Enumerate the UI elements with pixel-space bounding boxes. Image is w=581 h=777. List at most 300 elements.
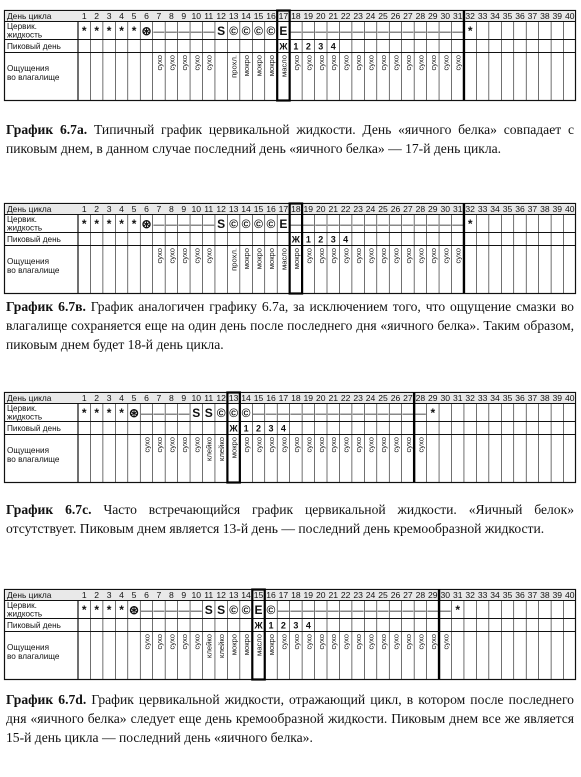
cycle-day-number: 24: [365, 204, 376, 214]
cycle-day-number: 29: [428, 204, 438, 214]
cycle-day-number: 30: [440, 393, 451, 403]
cervical-fluid-mark: —: [365, 605, 377, 617]
cervical-fluid-mark: —: [389, 219, 401, 231]
cervical-fluid-mark: —: [389, 408, 401, 420]
sensation-mark: сухо: [391, 634, 401, 650]
cycle-day-number: 12: [216, 590, 226, 600]
cycle-day-number: 20: [315, 393, 326, 403]
sensation-mark: сухо: [154, 55, 164, 71]
cervical-fluid-mark: —: [315, 408, 327, 420]
cycle-day-number: 31: [452, 11, 463, 21]
sensation-mark: сухо: [316, 634, 326, 650]
sensation-mark: сухо: [366, 55, 376, 71]
sensation-mark: сухо: [366, 634, 376, 650]
cervical-fluid-mark: —: [389, 26, 401, 38]
cervical-fluid-mark: —: [365, 26, 377, 38]
cervical-fluid-mark: —: [340, 26, 352, 38]
cycle-day-number: 1: [81, 393, 87, 403]
sensation-mark: сухо: [403, 634, 413, 650]
sensation-mark: сухо: [179, 55, 189, 71]
sensation-mark: сухо: [179, 634, 189, 650]
cycle-day-number: 3: [106, 393, 112, 403]
cycle-day-number: 8: [168, 590, 174, 600]
cervical-fluid-mark: *: [119, 217, 124, 231]
cycle-day-number: 35: [502, 11, 513, 21]
sensation-mark: сухо: [192, 248, 202, 264]
row-label-cycle-day: День цикла: [7, 11, 52, 21]
sensation-mark: сухо: [316, 437, 326, 453]
cycle-day-number: 25: [378, 393, 388, 403]
cycle-day-number: 39: [552, 590, 563, 600]
cervical-fluid-mark: —: [178, 26, 190, 38]
sensation-mark: клейко: [217, 634, 227, 658]
cervical-fluid-mark: —: [402, 605, 414, 617]
sensation-mark: сухо: [316, 248, 326, 264]
cervical-fluid-mark: *: [81, 603, 87, 617]
row-label-sensation: во влагалище: [7, 266, 60, 275]
cervical-fluid-mark: *: [106, 603, 112, 617]
sensation-mark: сухо: [279, 437, 289, 453]
cycle-day-number: 8: [168, 393, 174, 403]
sensation-mark: мокро: [291, 248, 301, 270]
cervical-fluid-mark: —: [290, 408, 302, 420]
sensation-mark: сухо: [179, 437, 189, 453]
cervical-fluid-mark: —: [377, 219, 389, 231]
cycle-day-number: 8: [168, 204, 174, 214]
cervical-fluid-mark: S: [217, 603, 226, 617]
cycle-day-number: 5: [131, 204, 137, 214]
cervical-fluid-mark: —: [365, 408, 377, 420]
cervical-fluid-mark: —: [140, 605, 152, 617]
cycle-day-number: 9: [181, 590, 187, 600]
sensation-mark: мокро: [254, 55, 264, 77]
cervical-fluid-mark: *: [119, 406, 124, 420]
sensation-mark: прохл.: [229, 248, 239, 271]
cycle-day-number: 29: [428, 590, 438, 600]
sensation-mark: сухо: [441, 248, 451, 264]
cycle-day-number: 4: [119, 204, 124, 214]
sensation-mark: сухо: [167, 248, 177, 264]
sensation-mark: сухо: [329, 248, 339, 264]
cycle-day-number: 40: [564, 590, 575, 600]
cycle-day-number: 34: [490, 11, 500, 21]
sensation-mark: мокро: [266, 248, 276, 270]
caption-text: График аналогичен графику 6.7a, за исключением того, что ощущение смазки во влагалище сохраняется еще на один день после последнего дня «яичного белка». Таким образом, пиковым днем будет 18-й день цикла.: [6, 299, 574, 352]
cycle-day-number: 28: [415, 204, 426, 214]
cycle-day-number: 36: [515, 590, 525, 600]
cervical-fluid-mark: —: [452, 219, 464, 231]
cycle-day-number: 23: [353, 590, 363, 600]
peak-count-mark: 3: [268, 423, 274, 434]
sensation-mark: сухо: [441, 634, 451, 650]
peak-count-mark: 1: [268, 620, 274, 631]
cycle-day-number: 32: [465, 590, 475, 600]
cycle-day-number: 4: [119, 590, 124, 600]
cycle-day-number: 15: [253, 393, 264, 403]
cervical-fluid-mark: —: [352, 408, 364, 420]
sensation-mark: сухо: [142, 634, 152, 650]
cervical-fluid-mark: —: [427, 26, 439, 38]
cycle-day-number: 8: [168, 11, 174, 21]
cervical-fluid-mark: —: [439, 219, 451, 231]
cycle-day-number: 25: [378, 590, 388, 600]
sensation-mark: сухо: [266, 437, 276, 453]
cycle-day-number: 31: [452, 590, 463, 600]
sensation-mark: мокро: [266, 634, 276, 656]
cycle-day-number: 34: [490, 590, 500, 600]
cycle-day-number: 30: [440, 204, 451, 214]
sensation-mark: мокро: [242, 55, 252, 77]
cycle-day-number: 14: [241, 393, 251, 403]
cycle-day-number: 26: [390, 393, 401, 403]
cycle-day-number: 37: [527, 204, 538, 214]
peak-count-mark: Ж: [254, 620, 263, 631]
cycle-day-number: 4: [119, 11, 124, 21]
cervical-fluid-mark: —: [377, 26, 389, 38]
row-label-cervical-fluid: жидкость: [7, 412, 43, 422]
sensation-mark: сухо: [354, 55, 364, 71]
peak-count-mark: 2: [256, 423, 262, 434]
sensation-mark: сухо: [242, 437, 252, 453]
caption-label: График 6.7a.: [6, 122, 88, 137]
cycle-day-number: 31: [452, 204, 463, 214]
cycle-day-number: 10: [191, 590, 202, 600]
cycle-day-number: 11: [204, 393, 214, 403]
cycle-day-number: 14: [241, 590, 251, 600]
sensation-mark: сухо: [453, 55, 463, 71]
row-label-peak-day: Пиковый день: [7, 621, 61, 630]
cervical-fluid-mark: —: [302, 605, 314, 617]
cervical-fluid-mark: *: [94, 24, 100, 38]
cycle-day-number: 36: [515, 393, 525, 403]
peak-count-mark: 3: [293, 620, 299, 631]
cycle-day-number: 11: [204, 11, 214, 21]
cervical-fluid-mark: —: [302, 408, 314, 420]
cycle-day-number: 22: [340, 393, 351, 403]
sensation-mark: сухо: [453, 248, 463, 264]
cervical-fluid-mark: *: [106, 24, 112, 38]
cycle-day-number: 40: [564, 393, 575, 403]
sensation-mark: сухо: [428, 55, 438, 71]
cycle-day-number: 21: [328, 590, 339, 600]
cycle-day-number: 36: [515, 11, 525, 21]
cervical-fluid-mark: E: [279, 217, 288, 231]
cervical-fluid-mark: —: [327, 26, 339, 38]
cycle-day-number: 13: [228, 393, 239, 403]
cervical-fluid-mark: ©: [241, 603, 251, 617]
cycle-day-number: 6: [144, 393, 149, 403]
row-label-sensation: во влагалище: [7, 652, 60, 661]
cycle-day-number: 18: [291, 393, 301, 403]
cycle-day-number: 26: [390, 590, 401, 600]
cervical-fluid-mark: —: [265, 408, 277, 420]
cycle-day-number: 3: [106, 11, 112, 21]
cycle-day-number: 22: [340, 590, 351, 600]
cervical-fluid-mark: —: [315, 605, 327, 617]
sensation-mark: масло: [279, 248, 289, 270]
sensation-mark: сухо: [291, 437, 301, 453]
cycle-day-number: 25: [378, 11, 388, 21]
cycle-day-number: 28: [415, 11, 426, 21]
sensation-mark: сухо: [416, 248, 426, 264]
cycle-day-number: 20: [315, 11, 326, 21]
caption-text: Типичный график цервикальной жидкости. День «яичного белка» совпадает с пиковым днем, в данном случае последний день «яичного белка» — 17-й день цикла.: [6, 122, 574, 156]
cycle-day-number: 1: [81, 11, 87, 21]
sensation-mark: клейко: [204, 634, 214, 658]
sensation-mark: сухо: [341, 55, 351, 71]
sensation-mark: сухо: [354, 248, 364, 264]
cycle-day-number: 14: [241, 204, 251, 214]
cycle-day-number: 16: [266, 393, 276, 403]
cervical-fluid-mark: ©: [266, 24, 276, 38]
cervical-fluid-mark: E: [254, 603, 263, 617]
cycle-day-number: 1: [81, 590, 87, 600]
sensation-mark: сухо: [329, 55, 339, 71]
cycle-day-number: 10: [191, 11, 202, 21]
cervical-fluid-mark: —: [402, 408, 414, 420]
cycle-day-number: 17: [278, 393, 289, 403]
cervical-fluid-mark: *: [106, 406, 112, 420]
cycle-day-number: 17: [278, 590, 289, 600]
row-label-cycle-day: День цикла: [7, 590, 52, 600]
sensation-mark: сухо: [391, 248, 401, 264]
chart-6-7c: [4, 392, 576, 484]
sensation-mark: сухо: [379, 634, 389, 650]
cervical-fluid-mark: —: [253, 408, 265, 420]
cervical-fluid-mark: —: [153, 26, 165, 38]
cycle-day-number: 15: [253, 204, 264, 214]
cycle-day-number: 24: [365, 11, 376, 21]
cycle-day-number: 6: [144, 204, 149, 214]
cycle-day-number: 2: [94, 393, 100, 403]
cycle-day-number: 32: [465, 393, 475, 403]
peak-count-mark: Ж: [291, 234, 300, 245]
sensation-mark: сухо: [354, 634, 364, 650]
cycle-day-number: 32: [465, 11, 475, 21]
chart-6-7b: [4, 203, 576, 295]
row-label-peak-day: Пиковый день: [7, 42, 61, 51]
cervical-fluid-mark: ©: [216, 406, 226, 420]
cervical-fluid-mark: ©: [229, 406, 239, 420]
sensation-mark: мокро: [242, 248, 252, 270]
cycle-day-number: 23: [353, 11, 363, 21]
caption-6-7a: [6, 120, 574, 158]
peak-count-mark: 2: [318, 234, 324, 245]
cycle-day-number: 18: [291, 590, 301, 600]
cycle-day-number: 5: [131, 11, 137, 21]
cycle-day-number: 37: [527, 393, 538, 403]
cycle-day-number: 38: [540, 204, 550, 214]
cervical-fluid-mark: —: [203, 26, 215, 38]
cycle-day-number: 37: [527, 590, 538, 600]
sensation-mark: сухо: [167, 634, 177, 650]
cervical-fluid-mark: —: [352, 219, 364, 231]
cervical-fluid-mark: ©: [266, 603, 276, 617]
cycle-day-number: 36: [515, 204, 525, 214]
cycle-day-number: 27: [403, 204, 413, 214]
cervical-fluid-mark: —: [190, 219, 202, 231]
cycle-day-number: 40: [564, 11, 575, 21]
sensation-mark: сухо: [154, 248, 164, 264]
cervical-fluid-mark: —: [165, 26, 177, 38]
cervical-fluid-mark: —: [277, 408, 289, 420]
sensation-mark: сухо: [441, 55, 451, 71]
sensation-mark: сухо: [204, 55, 214, 71]
cervical-fluid-mark: —: [277, 605, 289, 617]
cervical-fluid-mark: —: [290, 26, 302, 38]
cervical-fluid-mark: S: [217, 217, 226, 231]
cycle-day-number: 5: [131, 590, 137, 600]
cycle-day-number: 12: [216, 11, 226, 21]
cervical-fluid-mark: —: [190, 605, 202, 617]
peak-count-mark: 4: [280, 423, 286, 434]
row-label-peak-day: Пиковый день: [7, 235, 61, 244]
cycle-day-number: 12: [216, 204, 226, 214]
row-label-cervical-fluid: Цервик.: [7, 404, 37, 413]
cervical-fluid-mark: —: [352, 26, 364, 38]
cycle-day-number: 13: [228, 11, 239, 21]
sensation-mark: масло: [279, 55, 289, 77]
cycle-day-number: 20: [315, 590, 326, 600]
cycle-day-number: 23: [353, 393, 363, 403]
cycle-day-number: 17: [278, 11, 289, 21]
cycle-day-number: 35: [502, 393, 513, 403]
cycle-day-number: 35: [502, 590, 513, 600]
cervical-fluid-mark: —: [439, 26, 451, 38]
cervical-fluid-mark: —: [302, 219, 314, 231]
cycle-day-number: 34: [490, 204, 500, 214]
caption-6-7d: [6, 690, 574, 747]
row-label-cervical-fluid: жидкость: [7, 223, 43, 233]
peak-count-mark: 2: [305, 41, 311, 52]
sensation-mark: мокро: [266, 55, 276, 77]
caption-6-7b: [6, 297, 574, 354]
cervical-fluid-mark: —: [178, 408, 190, 420]
sensation-mark: сухо: [279, 634, 289, 650]
sensation-mark: сухо: [428, 634, 438, 650]
peak-count-mark: 2: [280, 620, 286, 631]
cycle-day-number: 38: [540, 393, 550, 403]
cycle-day-number: 37: [527, 11, 538, 21]
sensation-mark: сухо: [192, 437, 202, 453]
sensation-mark: сухо: [416, 55, 426, 71]
cycle-day-number: 19: [303, 393, 314, 403]
sensation-mark: сухо: [154, 437, 164, 453]
cycle-day-number: 3: [106, 204, 112, 214]
peak-count-mark: 3: [318, 41, 324, 52]
cervical-fluid-mark: —: [414, 408, 426, 420]
cycle-day-number: 1: [81, 204, 87, 214]
cervical-fluid-mark: ©: [229, 24, 239, 38]
peak-count-mark: Ж: [229, 423, 238, 434]
sensation-mark: сухо: [204, 248, 214, 264]
sensation-mark: сухо: [291, 634, 301, 650]
cervical-fluid-mark: ⊛: [141, 217, 152, 231]
cervical-fluid-mark: *: [94, 406, 100, 420]
cycle-day-number: 23: [353, 204, 363, 214]
cervical-fluid-mark: —: [414, 26, 426, 38]
caption-label: График 6.7в.: [6, 299, 86, 314]
sensation-mark: прохл.: [229, 55, 239, 78]
cervical-fluid-mark: —: [290, 605, 302, 617]
sensation-mark: сухо: [416, 437, 426, 453]
cycle-day-number: 13: [228, 590, 239, 600]
cervical-fluid-mark: *: [430, 406, 436, 420]
row-label-sensation: Ощущения: [7, 643, 50, 652]
cervical-fluid-mark: —: [153, 219, 165, 231]
sensation-mark: сухо: [341, 437, 351, 453]
caption-6-7c: [6, 500, 574, 538]
cervical-fluid-mark: *: [106, 217, 112, 231]
cycle-day-number: 14: [241, 11, 251, 21]
cycle-day-number: 9: [181, 204, 187, 214]
cycle-day-number: 10: [191, 204, 202, 214]
cycle-day-number: 7: [156, 590, 162, 600]
cycle-day-number: 34: [490, 393, 500, 403]
cervical-fluid-mark: *: [119, 603, 124, 617]
chart-6-7a: [4, 10, 576, 102]
cycle-day-number: 29: [428, 393, 438, 403]
cervical-fluid-mark: —: [340, 219, 352, 231]
row-label-cycle-day: День цикла: [7, 204, 52, 214]
cycle-day-number: 38: [540, 590, 550, 600]
cycle-day-number: 11: [204, 590, 214, 600]
cycle-day-number: 6: [144, 590, 149, 600]
cervical-fluid-mark: *: [131, 217, 137, 231]
cycle-day-number: 7: [156, 11, 162, 21]
cycle-day-number: 2: [94, 204, 100, 214]
cycle-day-number: 2: [94, 590, 100, 600]
cycle-day-number: 7: [156, 393, 162, 403]
cervical-fluid-mark: —: [327, 605, 339, 617]
cycle-day-number: 30: [440, 11, 451, 21]
cycle-day-number: 31: [452, 393, 463, 403]
sensation-mark: мокро: [229, 437, 239, 459]
sensation-mark: сухо: [154, 634, 164, 650]
cervical-fluid-mark: ⊛: [141, 24, 152, 38]
cycle-day-number: 24: [365, 393, 376, 403]
cycle-day-number: 33: [477, 590, 488, 600]
cycle-day-number: 7: [156, 204, 162, 214]
cervical-fluid-mark: *: [455, 603, 461, 617]
chart-grid: [4, 589, 576, 681]
cervical-fluid-mark: —: [315, 26, 327, 38]
cycle-day-number: 28: [415, 590, 426, 600]
sensation-mark: сухо: [366, 437, 376, 453]
cervical-fluid-mark: —: [327, 219, 339, 231]
cycle-day-number: 27: [403, 11, 413, 21]
cervical-fluid-mark: —: [439, 605, 451, 617]
cervical-fluid-mark: —: [414, 605, 426, 617]
sensation-mark: клейко: [217, 437, 227, 461]
cycle-day-number: 22: [340, 204, 351, 214]
sensation-mark: сухо: [341, 248, 351, 264]
row-label-cervical-fluid: жидкость: [7, 30, 43, 40]
sensation-mark: сухо: [403, 55, 413, 71]
cervical-fluid-mark: *: [467, 217, 473, 231]
cervical-fluid-mark: E: [279, 24, 288, 38]
cycle-day-number: 18: [291, 11, 301, 21]
sensation-mark: сухо: [428, 248, 438, 264]
cycle-day-number: 33: [477, 11, 488, 21]
row-label-cervical-fluid: Цервик.: [7, 22, 37, 31]
cycle-day-number: 28: [415, 393, 426, 403]
cycle-day-number: 18: [291, 204, 301, 214]
cervical-fluid-mark: ©: [254, 217, 263, 231]
cervical-fluid-mark: ©: [241, 406, 251, 420]
cycle-day-number: 15: [253, 11, 264, 21]
sensation-mark: сухо: [304, 248, 314, 264]
